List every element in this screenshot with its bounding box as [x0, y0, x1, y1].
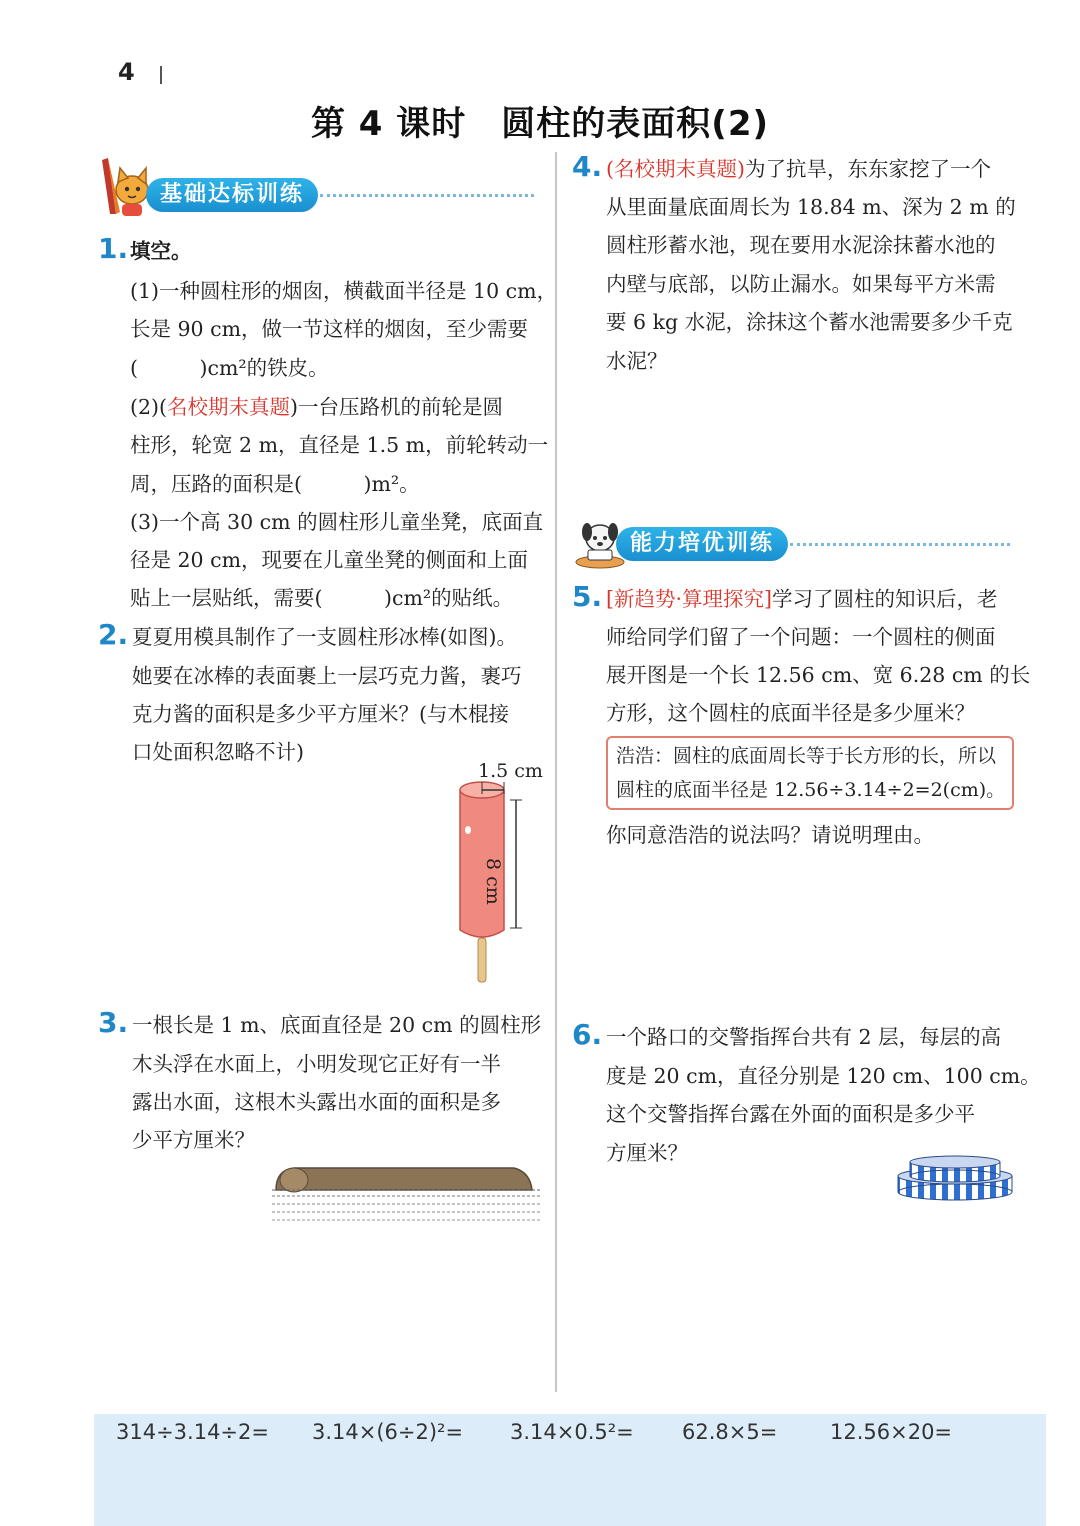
section-banner-basic: 基础达标训练: [146, 178, 318, 212]
question-line: 露出水面，这根木头露出水面的面积是多: [132, 1090, 501, 1114]
question-line: 一个路口的交警指挥台共有 2 层，每层的高: [606, 1025, 1002, 1049]
source-tag: [新趋势·算理探究]: [606, 587, 773, 611]
traffic-platform-figure: [894, 1150, 1016, 1202]
question-line: 长是 90 cm，做一节这样的烟囱，至少需要: [130, 317, 529, 341]
calculation-item: 12.56×20=: [830, 1420, 953, 1444]
height-label: 8 cm: [482, 858, 504, 905]
calculation-item: 62.8×5=: [682, 1420, 778, 1444]
question-line: 要 6 kg 水泥，涂抹这个蓄水池需要多少千克: [606, 310, 1013, 334]
calculation-item: 3.14×(6÷2)²=: [312, 1420, 464, 1444]
question-line: [606, 150, 991, 189]
question-line: 你同意浩浩的说法吗？请说明理由。: [606, 823, 934, 847]
question-line: (1)一种圆柱形的烟囱，横截面半径是 10 cm，: [130, 279, 558, 303]
question-line: 径是 20 cm，现要在儿童坐凳的侧面和上面: [130, 548, 529, 572]
question-line: [606, 580, 998, 619]
student-answer-line: 浩浩：圆柱的底面周长等于长方形的长，所以: [616, 745, 997, 767]
question-line: 师给同学们留了一个问题：一个圆柱的侧面: [606, 625, 996, 649]
banner-dots: [320, 194, 534, 197]
question-line: 这个交警指挥台露在外面的面积是多少平: [606, 1102, 975, 1126]
text-part: )一台压路机的前轮是圆: [290, 395, 504, 419]
question-line: 方厘米？: [606, 1141, 688, 1165]
page-title: 第 4 课时 圆柱的表面积(2): [310, 104, 770, 144]
student-answer-line: 圆柱的底面半径是 12.56÷3.14÷2=2(cm)。: [616, 779, 1006, 801]
question-number: 3.: [98, 1006, 129, 1039]
question-number: 2.: [98, 618, 129, 651]
text-part: (: [606, 157, 614, 181]
column-divider: [555, 152, 557, 1392]
question-heading: 填空。: [130, 239, 192, 263]
source-tag: 名校期末真题: [614, 157, 737, 181]
question-line: [130, 388, 503, 427]
question-number: 4.: [572, 150, 603, 183]
text-part: 为了抗旱，东东家挖了一个: [745, 157, 991, 181]
question-line: 柱形，轮宽 2 m，直径是 1.5 m，前轮转动一: [130, 433, 549, 457]
page-number: 4: [118, 58, 135, 86]
cat-mascot-icon: [96, 154, 152, 220]
floating-log-figure: [272, 1160, 542, 1224]
page-number-divider: [160, 66, 162, 84]
question-number: 6.: [572, 1018, 603, 1051]
question-line: 展开图是一个长 12.56 cm、宽 6.28 cm 的长: [606, 663, 1031, 687]
section-banner-advanced: 能力培优训练: [616, 527, 788, 561]
question-line: 木头浮在水面上，小明发现它正好有一半: [132, 1052, 501, 1076]
question-line: 从里面量底面周长为 18.84 m、深为 2 m 的: [606, 195, 1016, 219]
question-line: 周，压路的面积是( )m²。: [130, 472, 420, 496]
calculation-item: 3.14×0.5²=: [510, 1420, 634, 1444]
text-part: (2)(: [130, 395, 168, 419]
question-line: 一根长是 1 m、底面直径是 20 cm 的圆柱形: [132, 1013, 542, 1037]
question-line: 少平方厘米？: [132, 1128, 255, 1152]
question-line: 方形，这个圆柱的底面半径是多少厘米？: [606, 701, 975, 725]
question-line: ( )cm²的铁皮。: [130, 356, 329, 380]
text-part: 学习了圆柱的知识后，老: [772, 587, 998, 611]
text-part: ): [737, 157, 745, 181]
question-number: 5.: [572, 580, 603, 613]
question-line: 内壁与底部，以防止漏水。如果每平方米需: [606, 272, 996, 296]
banner-dots: [790, 543, 1010, 546]
question-line: 夏夏用模具制作了一支圆柱形冰棒(如图)。: [132, 625, 517, 649]
diameter-label: 1.5 cm: [478, 760, 543, 782]
question-line: 贴上一层贴纸，需要( )cm²的贴纸。: [130, 586, 514, 610]
source-tag: 名校期末真题: [167, 395, 291, 419]
question-line: 口处面积忽略不计): [132, 740, 304, 764]
question-line: 克力酱的面积是多少平方厘米？(与木棍接: [132, 702, 509, 726]
question-line: 她要在冰棒的表面裹上一层巧克力酱，裹巧: [132, 664, 522, 688]
question-line: 度是 20 cm，直径分别是 120 cm、100 cm。: [606, 1064, 1041, 1088]
question-line: 水泥？: [606, 349, 668, 373]
question-line: 圆柱形蓄水池，现在要用水泥涂抹蓄水池的: [606, 233, 996, 257]
question-number: 1.: [98, 232, 129, 265]
question-line: (3)一个高 30 cm 的圆柱形儿童坐凳，底面直: [130, 510, 544, 534]
calculation-item: 314÷3.14÷2=: [116, 1420, 269, 1444]
